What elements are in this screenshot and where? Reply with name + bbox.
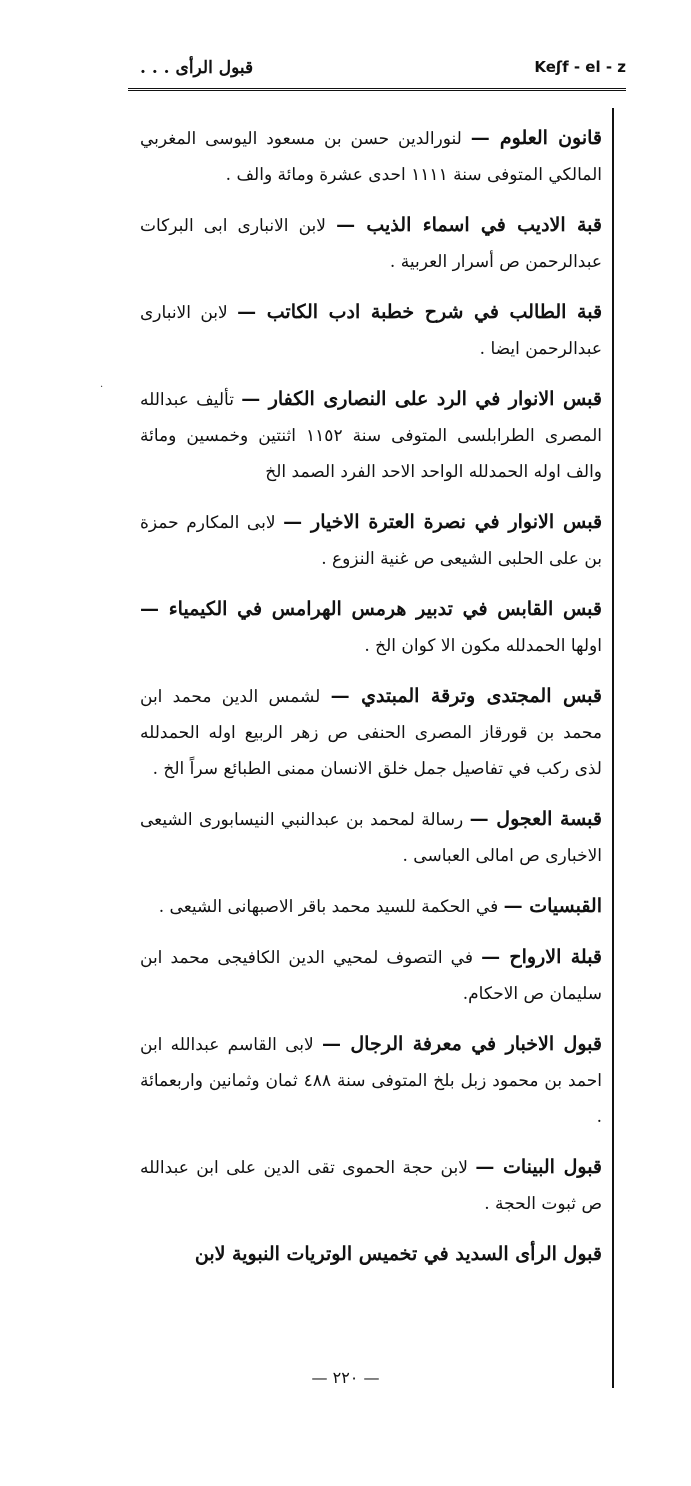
entry [140, 381, 602, 490]
running-title: قبول الرأى . . . [140, 58, 254, 78]
entry [140, 888, 602, 925]
entry-text: في التصوف لمحيي الدين الكافيجى محمد ابن سليمان ص الاحكام. [140, 948, 602, 1004]
entries-list [140, 120, 602, 1287]
margin-rule [612, 108, 614, 1388]
entry-title: قبس الانوار في نصرة العترة الاخيار — [283, 511, 603, 533]
entry-text: لابى القاسم عبدالله ابن احمد بن محمود زبل بلخ المتوفى سنة ٤٨٨ ثمان وثمانين واربعمائة . [140, 1035, 602, 1127]
entry [140, 207, 602, 280]
page-number: — ٢٢٠ — [311, 1368, 380, 1387]
entry [140, 1026, 602, 1135]
entry-text: رسالة لمحمد بن عبدالنبي النيسابورى الشيعى الاخبارى ص امالى العباسى . [140, 810, 602, 866]
entry-text: لابن الانبارى ابى البركات عبدالرحمن ص أسرار العربية . [140, 216, 602, 272]
entry-title: قبة الاديب في اسماء الذيب — [336, 214, 602, 236]
entry [140, 801, 602, 874]
margin-speck: · [100, 382, 104, 393]
entry [140, 1149, 602, 1222]
entry-text: لنورالدين حسن بن مسعود اليوسى المغربي المالكي المتوفى سنة ١١١١ احدى عشرة ومائة والف . [140, 129, 602, 185]
entry-title: القبسيات — [503, 895, 602, 917]
entry-title: قبس الانوار في الرد على النصارى الكفار — [241, 388, 602, 410]
entry-title: قبول الرأى السديد في تخميس الوتريات النبوية لابن [194, 1243, 602, 1265]
entry-title: قبول البينات — [475, 1156, 603, 1178]
entry-title: قبس القابس في تدبير هرمس الهرامس في الكيمياء — [140, 598, 602, 620]
entry-text: لابى المكارم حمزة بن على الحلبى الشيعى ص غنية النزوع . [140, 513, 602, 569]
entry-text: لابن الانبارى عبدالرحمن ايضا . [140, 303, 602, 359]
book-title: Keʃf - el - z [534, 58, 626, 76]
entry-text: في الحكمة للسيد محمد باقر الاصبهانى الشيعى . [158, 897, 499, 917]
entry [140, 1236, 602, 1273]
entry-text: لشمس الدين محمد ابن محمد بن قورقاز المصرى الحنفى ص زهر الربيع اوله الحمدلله لذى ركب في تفاصيل جمل خلق الانسان ممنى الطبائع سراً الخ . [140, 687, 602, 779]
entry [140, 120, 602, 193]
entry-title: قبسة العجول — [469, 808, 602, 830]
entry-text: اولها الحمدلله مكون الا كوان الخ . [364, 636, 602, 656]
entry-title: قبلة الارواح — [481, 946, 603, 968]
page-header [128, 52, 626, 82]
entry [140, 294, 602, 367]
entry-text: تأليف عبدالله المصرى الطرابلسى المتوفى سنة ١١٥٢ اثنتين وخمسين ومائة والف اوله الحمدلله الواحد الاحد الفرد الصمد الخ [140, 390, 602, 482]
entry-title: قبس المجتدى وترقة المبتدي — [330, 685, 602, 707]
entry [140, 678, 602, 787]
entry-title: قانون العلوم — [470, 127, 602, 149]
entry [140, 504, 602, 577]
entry-text: لابن حجة الحموى تقى الدين على ابن عبدالله ص ثبوت الحجة . [140, 1158, 602, 1214]
entry [140, 939, 602, 1012]
header-rule [128, 88, 626, 95]
entry-title: قبول الاخبار في معرفة الرجال — [321, 1033, 602, 1055]
entry [140, 591, 602, 664]
entry-title: قبة الطالب في شرح خطبة ادب الكاتب — [237, 301, 603, 323]
